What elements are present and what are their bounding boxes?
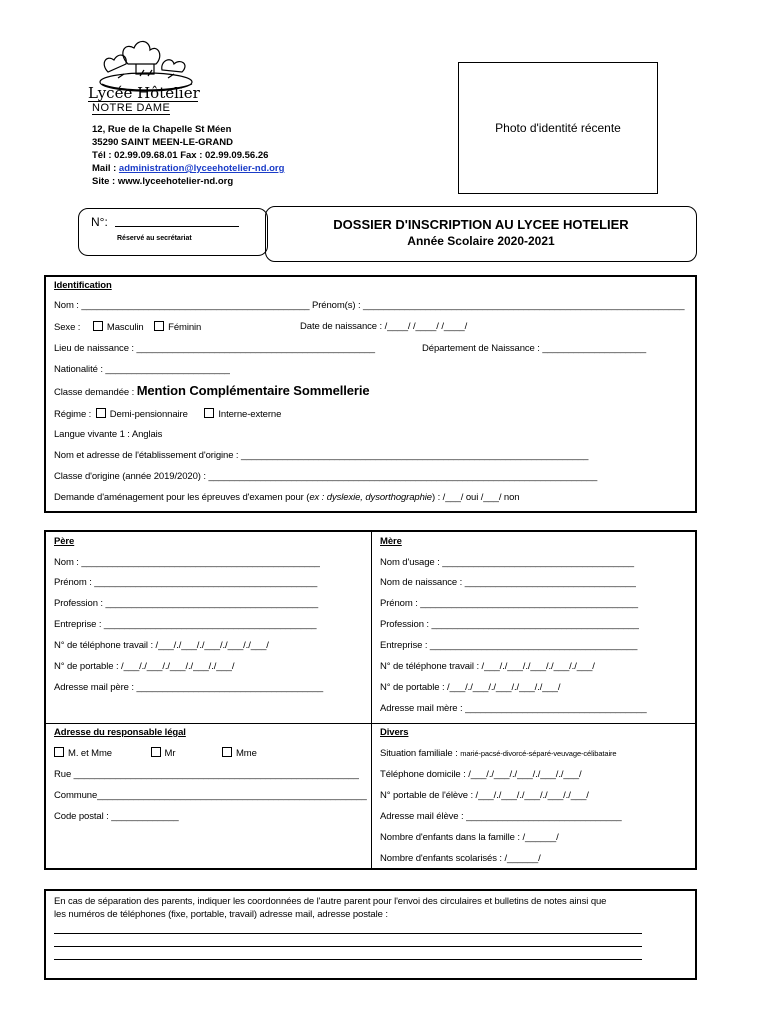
page-title: DOSSIER D'INSCRIPTION AU LYCEE HOTELIER [333, 217, 629, 232]
tel-domicile-field[interactable]: Téléphone domicile : /___/./___/./___/./___/./___/ [380, 769, 582, 780]
mere-nom-naissance-field[interactable]: Nom de naissance : _________________________________ [380, 577, 636, 588]
mere-tel-travail-field[interactable]: N° de téléphone travail : /___/./___/./___/./___/./___/ [380, 661, 595, 672]
address-mail [92, 162, 284, 175]
date-naissance-field[interactable]: Date de naissance : /____/ /____/ /____/ [300, 321, 468, 332]
reserved-label: Réservé au secrétariat [117, 235, 192, 242]
separation-line-1[interactable] [54, 933, 642, 934]
demi-pension-label: Demi-pensionnaire [109, 409, 188, 420]
pere-profession-field[interactable]: Profession : _________________________________________ [54, 598, 319, 609]
mr-checkbox[interactable] [151, 747, 161, 757]
interne-checkbox[interactable] [204, 408, 214, 418]
departement-field[interactable]: Département de Naissance : ____________________ [422, 343, 647, 354]
separation-section [44, 889, 697, 980]
feminin-label: Féminin [168, 322, 202, 333]
lieu-naissance-field[interactable]: Lieu de naissance : ______________________________________________ [54, 343, 375, 354]
langue-text: Langue vivante 1 : Anglais [54, 429, 163, 440]
commune-field[interactable]: Commune____________________________________________________ [54, 790, 367, 801]
separation-line-3[interactable] [54, 959, 642, 960]
nb-scolarises-field[interactable]: Nombre d'enfants scolarisés : /______/ [380, 853, 541, 864]
nationalite-field[interactable]: Nationalité : ________________________ [54, 364, 230, 375]
address-site: Site : www.lyceehotelier-nd.org [92, 176, 234, 187]
situation-label: Situation familiale : [380, 748, 461, 759]
pere-prenom-field[interactable]: Prénom : ___________________________________________ [54, 577, 318, 588]
mail-eleve-field[interactable]: Adresse mail élève : ______________________________ [380, 811, 622, 822]
amenagement-example: ex : dyslexie, dysorthographie [309, 492, 432, 503]
address-city: 35290 SAINT MEEN-LE-GRAND [92, 137, 233, 148]
column-divider [371, 532, 372, 870]
logo-subtext: NOTRE DAME [92, 102, 171, 114]
mere-nom-usage-field[interactable]: Nom d'usage : _____________________________________ [380, 557, 634, 568]
rue-field[interactable]: Rue _______________________________________________________ [54, 769, 359, 780]
mere-profession-field[interactable]: Profession : ________________________________________ [380, 619, 639, 630]
portable-eleve-field[interactable]: N° portable de l'élève : /___/./___/./___/./___/./___/ [380, 790, 589, 801]
photo-box [458, 62, 658, 194]
nom-field[interactable]: Nom : ____________________________________________ [54, 300, 310, 311]
classe-demandee-row [54, 383, 370, 398]
situation-familiale-row[interactable] [380, 748, 617, 759]
feminin-checkbox[interactable] [154, 321, 164, 331]
amenagement-choice[interactable]: ) : /___/ oui /___/ non [432, 492, 520, 503]
masculin-checkbox[interactable] [93, 321, 103, 331]
demi-pension-checkbox[interactable] [96, 408, 106, 418]
nb-enfants-field[interactable]: Nombre d'enfants dans la famille : /______/ [380, 832, 559, 843]
regime-row [54, 408, 281, 420]
address-phone: Tél : 02.99.09.68.01 Fax : 02.99.09.56.26 [92, 150, 269, 161]
etablissement-field[interactable]: Nom et adresse de l'établissement d'origine : ___________________________________________________________________ [54, 450, 589, 461]
pere-mail-field[interactable]: Adresse mail père : ____________________________________ [54, 682, 324, 693]
amenagement-text: Demande d'aménagement pour les épreuves d'examen pour ( [54, 492, 310, 503]
sexe-row [54, 321, 201, 333]
pere-entreprise-field[interactable]: Entreprise : _________________________________________ [54, 619, 317, 630]
mere-heading: Mère [380, 536, 402, 547]
number-label: N°: [91, 215, 108, 229]
classe-origine-field[interactable]: Classe d'origine (année 2019/2020) : ___________________________________________________________________________ [54, 471, 598, 482]
mr-label: Mr [164, 748, 176, 759]
title-box [265, 206, 697, 262]
logo-text: Lycée Hôtelier [88, 84, 200, 102]
mme-label: Mme [235, 748, 257, 759]
mail-link[interactable]: administration@lyceehotelier-nd.org [118, 163, 285, 174]
amenagement-row[interactable] [54, 492, 520, 503]
number-box [78, 208, 268, 256]
mere-portable-field[interactable]: N° de portable : /___/./___/./___/./___/./___/ [380, 682, 561, 693]
pere-portable-field[interactable]: N° de portable : /___/./___/./___/./___/./___/ [54, 661, 235, 672]
row-divider [46, 723, 695, 724]
classe-label: Classe demandée : [54, 387, 137, 398]
separation-text-2: les numéros de téléphones (fixe, portable, travail) adresse mail, adresse postale : [54, 909, 388, 920]
identification-section [44, 275, 697, 513]
address-street: 12, Rue de la Chapelle St Méen [92, 124, 232, 135]
school-logo [88, 34, 208, 120]
identification-heading: Identification [54, 280, 112, 291]
page-subtitle: Année Scolaire 2020-2021 [407, 234, 555, 248]
mere-mail-field[interactable]: Adresse mail mère : ___________________________________ [380, 703, 647, 714]
separation-text-1: En cas de séparation des parents, indiquer les coordonnées de l'autre parent pour l'envoi des circulaires et bulletins de notes ainsi que [54, 896, 607, 907]
masculin-label: Masculin [106, 322, 144, 333]
school-address [92, 123, 284, 188]
classe-value: Mention Complémentaire Sommellerie [136, 383, 370, 398]
sexe-label: Sexe : [54, 322, 81, 333]
civilite-row [54, 747, 257, 759]
mr-mme-checkbox[interactable] [54, 747, 64, 757]
interne-label: Interne-externe [218, 409, 282, 420]
mail-label: Mail : [92, 163, 119, 174]
code-postal-field[interactable]: Code postal : _____________ [54, 811, 179, 822]
prenom-field[interactable]: Prénom(s) : ______________________________________________________________ [312, 300, 685, 311]
situation-options[interactable]: marié-pacsé-divorcé-séparé-veuvage-célibataire [460, 749, 617, 758]
regime-label: Régime : [54, 409, 94, 420]
responsable-heading: Adresse du responsable légal [54, 727, 186, 738]
mere-entreprise-field[interactable]: Entreprise : ________________________________________ [380, 640, 638, 651]
parents-section [44, 530, 697, 870]
number-field[interactable] [115, 226, 239, 227]
mere-prenom-field[interactable]: Prénom : __________________________________________ [380, 598, 638, 609]
divers-heading: Divers [380, 727, 409, 738]
mr-mme-label: M. et Mme [68, 748, 112, 759]
pere-nom-field[interactable]: Nom : ______________________________________________ [54, 557, 320, 568]
mme-checkbox[interactable] [222, 747, 232, 757]
pere-heading: Père [54, 536, 75, 547]
separation-line-2[interactable] [54, 946, 642, 947]
pere-tel-travail-field[interactable]: N° de téléphone travail : /___/./___/./___/./___/./___/ [54, 640, 269, 651]
photo-label: Photo d'identité récente [495, 121, 621, 135]
